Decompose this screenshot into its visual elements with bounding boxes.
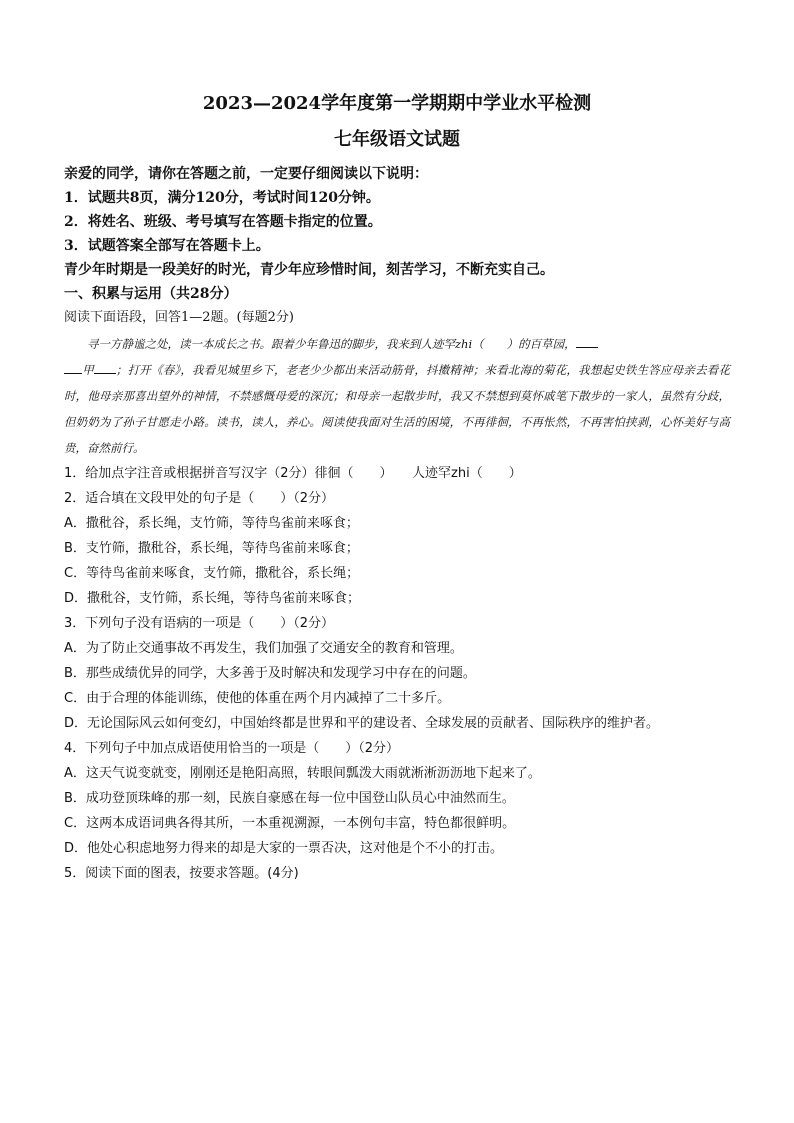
option-a: A．撒秕谷，系长绳，支竹筛，等待鸟雀前来啄食；	[64, 515, 359, 531]
option-d: D．撒秕谷，支竹筛，系长绳，等待鸟雀前来啄食；	[64, 590, 361, 606]
option-d: D．他处心积虑地努力得来的却是大家的一票否决，这对他是个不小的打击。	[64, 840, 504, 856]
question-4	[64, 736, 730, 861]
instructions-block	[64, 162, 730, 306]
section-heading: 一、积累与运用（共28分）	[64, 286, 238, 302]
question-stem: 4．下列句子中加点成语使用恰当的一项是（ ）（2分）	[64, 740, 400, 756]
passage-part-1: 寻一方静谧之处，读一本成长之书。跟着少年鲁迅的脚步，我来到人迹罕zhi（ ）的百草园，	[87, 336, 576, 351]
option-c: C．这两本成语词典各得其所，一本重视溯源，一本例句丰富，特色都很鲜明。	[64, 815, 516, 831]
option-a: A．为了防止交通事故不再发生，我们加强了交通安全的教育和管理。	[64, 640, 463, 656]
option-b: B．成功登顶珠峰的那一刻，民族自豪感在每一位中国登山队员心中油然而生。	[64, 790, 515, 806]
question-stem: 2．适合填在文段甲处的句子是（ ）（2分）	[64, 490, 335, 506]
exam-title: 2023—2024学年度第一学期期中学业水平检测	[202, 93, 592, 114]
option-d: D．无论国际风云如何变幻，中国始终都是世界和平的建设者、全球发展的贡献者、国际秩序的维护者。	[64, 715, 660, 731]
question-5	[64, 861, 730, 886]
passage-blank	[64, 359, 82, 374]
option-c: C．等待鸟雀前来啄食，支竹筛，撒秕谷，系长绳；	[64, 565, 360, 581]
passage-blank	[94, 359, 116, 374]
option-b: B．那些成绩优异的同学，大多善于及时解决和发现学习中存在的问题。	[64, 665, 476, 681]
instruction-item: 1．试题共8页，满分120分，考试时间120分钟。	[64, 190, 380, 206]
instruction-item: 2．将姓名、班级、考号填写在答题卡指定的位置。	[64, 214, 382, 230]
question-1	[64, 461, 730, 486]
passage-blank	[576, 333, 598, 348]
question-stem: 3．下列句子没有语病的一项是（ ）（2分）	[64, 615, 335, 631]
reading-passage	[64, 331, 730, 461]
instruction-item: 3．试题答案全部写在答题卡上。	[64, 238, 270, 254]
motto-line: 青少年时期是一段美好的时光，青少年应珍惜时间，刻苦学习，不断充实自己。	[64, 262, 554, 278]
exam-page	[64, 92, 730, 886]
question-stem: 5．阅读下面的图表，按要求答题。(4分)	[64, 865, 299, 881]
question-stem: 1．给加点字注音或根据拼音写汉字（2分）徘徊（ ） 人迹罕zhi（ ）	[64, 465, 522, 481]
question-2	[64, 486, 730, 611]
question-3	[64, 611, 730, 736]
reading-prompt: 阅读下面语段，回答1—2题。(每题2分)	[64, 310, 294, 325]
instructions-intro: 亲爱的同学，请你在答题之前，一定要仔细阅读以下说明：	[64, 166, 428, 182]
passage-part-2: ；打开《春》，我看见城里乡下，老老少少都出来活动筋骨，抖擞精神；来看北海的菊花，我想起史铁生答应母亲去看花时，他母亲那喜出望外的神情，不禁感慨母爱的深沉；和母亲一起散步时，我又不禁想到莫怀戚笔下散步的一家人，虽然有分歧，但奶奶为了孙子甘愿走小路。读书，读人，养心。阅读使我面对生活的困境，不再徘徊，不再怅然，不再害怕挟剥，心怀美好与高贵，奋然前行。	[64, 362, 731, 455]
passage-marker-jia: 甲	[82, 362, 94, 377]
option-a: A．这天气说变就变，刚刚还是艳阳高照，转眼间瓢泼大雨就淅淅沥沥地下起来了。	[64, 765, 541, 781]
exam-subtitle: 七年级语文试题	[334, 129, 460, 150]
option-b: B．支竹筛，撒秕谷，系长绳，等待鸟雀前来啄食；	[64, 540, 359, 556]
option-c: C．由于合理的体能训练，使他的体重在两个月内减掉了二十多斤。	[64, 690, 451, 706]
